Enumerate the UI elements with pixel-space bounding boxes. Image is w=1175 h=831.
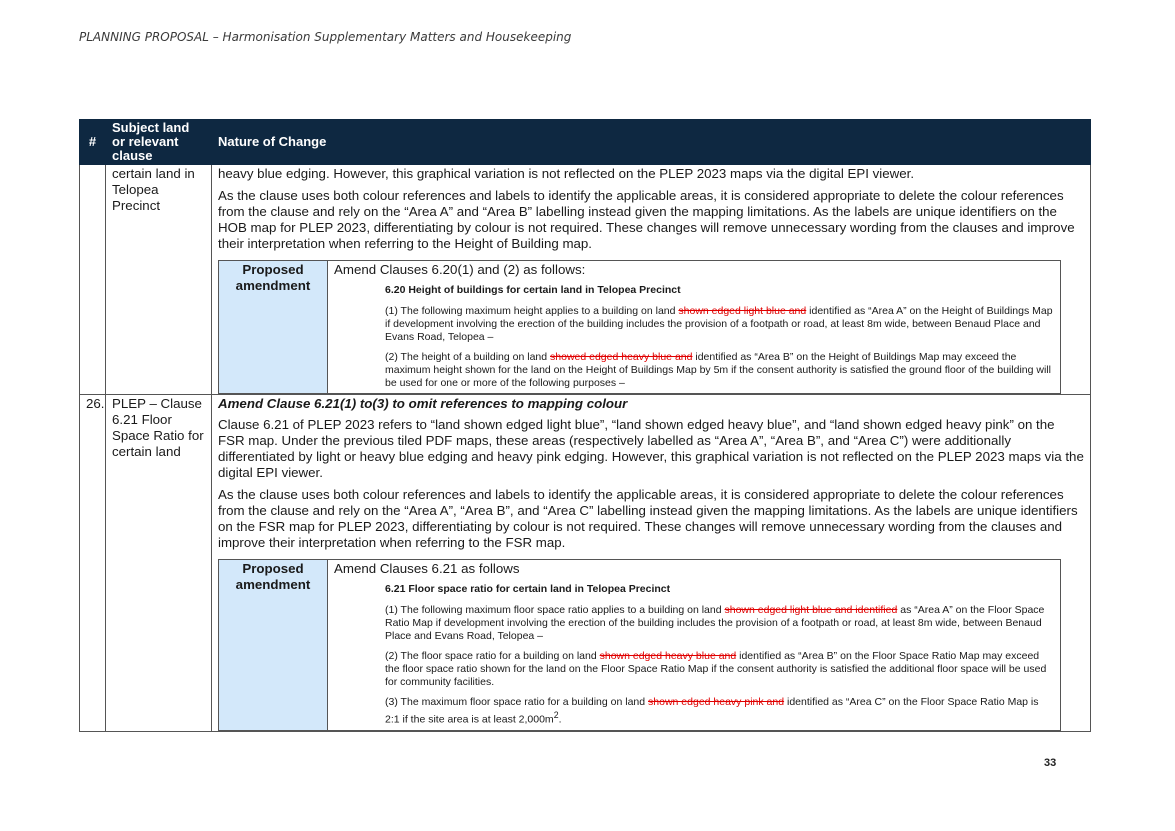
clause-text: . [558,713,562,726]
subject-cell: certain land in Telopea Precinct [106,165,212,395]
proposed-amendment-label: Proposed amendment [219,560,328,731]
nature-cell [212,395,1091,732]
clause-title: 6.20 Height of buildings for certain land in Telopea Precinct [385,284,681,296]
clause-text: identified as “Area A” on the Height of Buildings Map if development involving the erection of the building includes the provision of a footpath or road, at least 8m wide, between Benaud Place and Evans Road, Telopea – [385,305,1053,343]
clause-text: (1) The following maximum height applies to a building on land [385,305,679,317]
running-header: PLANNING PROPOSAL – Harmonisation Supplementary Matters and Housekeeping [79,30,572,44]
table-row-continued [80,165,1091,395]
proposed-amendment-body [328,560,1061,731]
clause-text-block [334,284,1054,390]
paragraph: Clause 6.21 of PLEP 2023 refers to “land shown edged light blue”, “land shown edged heavy blue”, and “land shown edged heavy pink” on the FSR map. Under the previous tiled PDF maps, these areas (respectively labelled as “Area A”, “Area B”, and “Area C”) were additionally differentiated by light or heavy blue edging and heavy pink edging. However, this graphical variation is not reflected on the PLEP 2023 maps via the digital EPI viewer. [218,417,1084,480]
struck-text: shown edged light blue and [678,305,807,317]
struck-text: shown edged light blue and identified [724,604,898,616]
nature-cell [212,165,1091,395]
clause-text: identified as “Area B” on the Height of Buildings Map may exceed the maximum height shown for the land on the Height of Buildings Map by 5m if the consent authority is satisfied the ground floor of the building will be used for one or more of the following purposes – [385,351,1051,389]
amendment-intro: Amend Clauses 6.20(1) and (2) as follows: [334,262,586,277]
change-heading: Amend Clause 6.21(1) to(3) to omit references to mapping colour [218,396,628,411]
clause-subclause [385,305,1054,344]
struck-text: showed edged heavy blue and [550,351,693,363]
clause-text: (1) The following maximum floor space ratio applies to a building on land [385,604,725,616]
paragraph: As the clause uses both colour references and labels to identify the applicable areas, it is considered appropriate to delete the colour references from the clause and rely on the “Area A”, “Area B”, and “Area C” labelling instead given the mapping limitations. As the labels are unique identifiers on the FSR map for PLEP 2023, differentiating by colour is not required. These changes will remove unnecessary wording from the clauses and improve their interpretation when referring to the FSR map. [218,487,1078,550]
struck-text: shown edged heavy blue and [599,650,737,662]
row-number-cell [80,165,106,395]
column-header-subject: Subject land or relevant clause [106,120,212,165]
column-header-nature: Nature of Change [212,120,1091,165]
clause-text: (2) The floor space ratio for a building on land [385,650,600,662]
clause-text: (2) The height of a building on land [385,351,551,363]
subject-cell: PLEP – Clause 6.21 Floor Space Ratio for certain land [106,395,212,732]
struck-text: shown edged heavy pink and [648,696,785,708]
table-header-row [80,120,1091,165]
page-number: 33 [1044,757,1057,769]
proposed-amendment-box [218,260,1061,394]
clause-title: 6.21 Floor space ratio for certain land in Telopea Precinct [385,583,671,595]
clause-text: identified as “Area B” on the Floor Space Ratio Map may exceed the floor space ratio shown for the land on the Floor Space Ratio Map if the consent authority is satisfied the additional floor space will be used for community facilities. [385,650,1047,688]
clause-subclause [385,696,1054,727]
proposed-amendment-label: Proposed amendment [219,261,328,394]
clause-text: (3) The maximum floor space ratio for a building on land [385,696,649,708]
clause-subclause [385,650,1054,689]
clause-text-block [334,583,1054,727]
proposed-amendment-body [328,261,1061,394]
superscript: 2 [553,710,559,720]
table-row-26 [80,395,1091,732]
changes-table [79,119,1091,732]
clause-text: as “Area A” on the Floor Space Ratio Map if development involving the erection of the building includes the provision of a footpath or road, at least 8m wide, between Benaud Place and Evans Road, Telopea – [385,604,1045,642]
clause-subclause [385,351,1054,390]
paragraph: As the clause uses both colour references and labels to identify the applicable areas, it is considered appropriate to delete the colour references from the clause and rely on the “Area A” and “Area B” labelling instead given the mapping limitations. As the labels are unique identifiers on the HOB map for PLEP 2023, differentiating by colour is not required. These changes will remove unnecessary wording from the clauses and improve their interpretation when referring to the Height of Building map. [218,188,1075,251]
column-header-number: # [80,120,106,165]
clause-text: identified as “Area C” on the Floor Space Ratio Map is 2:1 if the site area is at least 2,000m [385,696,1039,726]
proposed-amendment-box [218,559,1061,731]
clause-subclause [385,604,1054,643]
amendment-intro: Amend Clauses 6.21 as follows [334,561,520,576]
row-number-cell: 26. [80,395,106,732]
paragraph: heavy blue edging. However, this graphical variation is not reflected on the PLEP 2023 maps via the digital EPI viewer. [218,166,915,181]
